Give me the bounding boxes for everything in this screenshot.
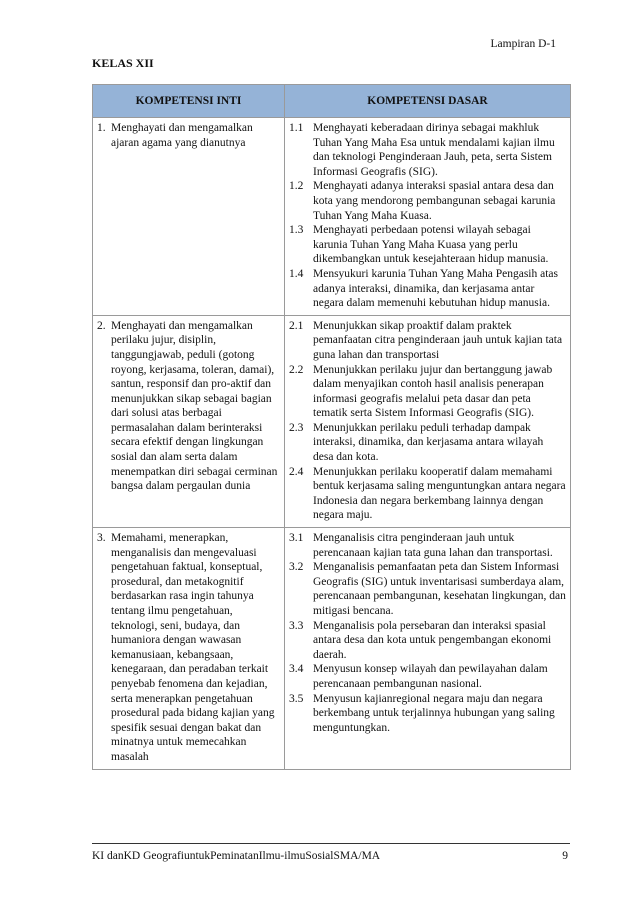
kd-item: [289, 421, 566, 465]
kd-item: [289, 619, 566, 663]
kd-number: 2.3: [289, 421, 304, 434]
kd-number: 3.3: [289, 619, 304, 632]
kd-text: Menunjukkan perilaku jujur dan bertanggung jawab dalam menyajikan contoh hasil analisis penerapan informasi geografis melalui peta dasar dan peta tematik serta Sistem Informasi Geografis (SIG).: [313, 363, 553, 420]
kd-number: 3.5: [289, 692, 304, 705]
table-row: [93, 315, 571, 527]
kd-item: [289, 465, 566, 523]
kd-item: [289, 692, 566, 736]
kd-number: 2.4: [289, 465, 304, 478]
kd-text: Menganalisis pemanfaatan peta dan Sistem Informasi Geografis (SIG) untuk inventarisasi sumberdaya alam, perencanaan pembangunan, kesehatan lingkungan, dan mitigasi bencana.: [313, 561, 566, 617]
kd-cell: [285, 315, 571, 527]
ki-number: 2.: [97, 319, 106, 332]
kd-item: [289, 267, 566, 311]
footer-rule: [92, 843, 570, 844]
kd-text: Menghayati keberadaan dirinya sebagai makhluk Tuhan Yang Maha Esa untuk mendalami kajian ilmu dan teknologi Penginderaan Jauh, peta, serta Sistem Informasi Geografis (SIG).: [313, 122, 555, 178]
kd-text: Menghayati perbedaan potensi wilayah sebagai karunia Tuhan Yang Maha Kuasa yang perlu dikembangkan untuk kesejahteraan hidup manusia.: [313, 224, 549, 266]
ki-text: Menghayati dan mengamalkan perilaku jujur, disiplin, tanggungjawab, peduli (gotong royong, kerjasama, toleran, damai), santun, responsif dan pro-aktif dan menunjukkan sikap sebagai bagian dari solusi atas berbagai permasalahan dalam berinteraksi secara efektif dengan lingkungan sosial dan alam serta dalam menempatkan diri sebagai cerminan bangsa dalam pergaulan dunia: [111, 319, 278, 493]
kd-item: [289, 662, 566, 691]
ki-cell: [93, 315, 285, 527]
page-number: 9: [562, 850, 568, 862]
kd-item: [289, 531, 566, 560]
kd-item: [289, 560, 566, 618]
col-header-ki: KOMPETENSI INTI: [93, 85, 285, 118]
kd-item: [289, 363, 566, 421]
kd-number: 1.1: [289, 122, 304, 134]
kd-item: [289, 179, 566, 223]
kd-number: 3.4: [289, 663, 304, 676]
kd-text: Menyusun konsep wilayah dan pewilayahan dalam perencanaan pembangunan nasional.: [313, 663, 548, 690]
kd-text: Menganalisis citra penginderaan jauh untuk perencanaan kajian tata guna lahan dan transportasi.: [313, 532, 553, 559]
kd-item: [289, 223, 566, 267]
class-title: KELAS XII: [92, 56, 154, 70]
footer-title: KI danKD GeografiuntukPeminatanIlmu-ilmuSosialSMA/MA: [92, 850, 381, 862]
kd-number: 3.2: [289, 561, 304, 574]
kd-number: 1.3: [289, 224, 304, 237]
competency-table: [92, 84, 571, 770]
table-row: [93, 528, 571, 770]
col-header-kd: KOMPETENSI DASAR: [285, 85, 571, 118]
kd-cell: [285, 528, 571, 770]
kd-text: Mensyukuri karunia Tuhan Yang Maha Pengasih atas adanya interaksi, dinamika, dan kerjasama antar negara dalam memenuhi kebutuhan hidup manusia.: [313, 267, 558, 310]
ki-cell: [93, 118, 285, 316]
ki-text: Menghayati dan mengamalkan ajaran agama yang dianutnya: [111, 122, 253, 149]
ki-number: 1.: [97, 122, 106, 134]
ki-text: Memahami, menerapkan, menganalisis dan mengevaluasi pengetahuan faktual, konseptual, prosedural, dan metakognitif berdasarkan rasa ingin tahunya tentang ilmu pengetahuan, teknologi, seni, budaya, dan humaniora dengan wawasan kemanusiaan, kebangsaan, kenegaraan, dan peradaban terkait penyebab fenomena dan kejadian, serta menerapkan pengetahuan prosedural pada bidang kajian yang spesifik sesuai dengan bakat dan minatnya untuk memecahkan masalah: [111, 532, 275, 763]
kd-text: Menghayati adanya interaksi spasial antara desa dan kota yang mendorong pembangunan sebagai karunia Tuhan Yang Maha Kuasa.: [313, 180, 556, 222]
kd-item: [289, 121, 566, 179]
ki-cell: [93, 528, 285, 770]
kd-text: Menyusun kajianregional negara maju dan negara berkembang untuk terjalinnya hubungan yang saling menguntungkan.: [313, 692, 555, 734]
kd-text: Menunjukkan sikap proaktif dalam praktek pemanfaatan citra penginderaan jauh untuk kajian tata guna lahan dan transportasi: [313, 319, 563, 361]
kd-text: Menganalisis pola persebaran dan interaksi spasial antara desa dan kota untuk pengembangan ekonomi daerah.: [313, 619, 552, 661]
kd-number: 3.1: [289, 532, 304, 545]
kd-cell: [285, 118, 571, 316]
appendix-label: Lampiran D-1: [490, 38, 556, 50]
kd-text: Menunjukkan perilaku kooperatif dalam memahami bentuk kerjasama saling menguntungkan antara negara Indonesia dan negara berkembang lainnya dengan negara maju.: [313, 465, 566, 522]
ki-number: 3.: [97, 532, 106, 545]
kd-item: [289, 319, 566, 363]
kd-number: 1.4: [289, 267, 304, 280]
kd-text: Menunjukkan perilaku peduli terhadap dampak interaksi, dinamika, dan kerjasama antara wilayah desa dan kota.: [313, 421, 544, 464]
kd-number: 1.2: [289, 180, 304, 193]
table-row: [93, 118, 571, 316]
kd-number: 2.1: [289, 319, 304, 332]
kd-number: 2.2: [289, 363, 304, 376]
table-header-row: [93, 85, 571, 118]
